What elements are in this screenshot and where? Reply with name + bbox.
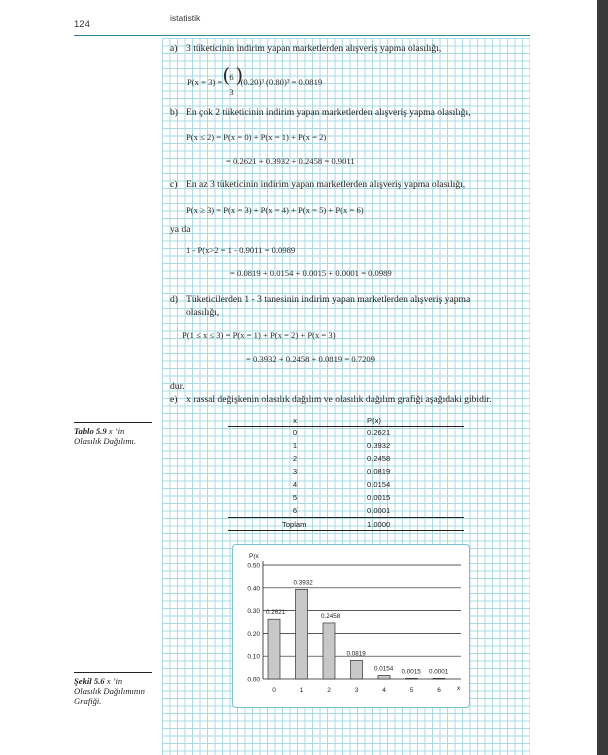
header-rule	[74, 35, 530, 36]
bar-value-label: 0.2621	[266, 609, 286, 617]
table-cell-p: 0.0154	[367, 480, 391, 489]
x-tick-label: 3	[354, 687, 359, 694]
table-cell-x: 5	[292, 493, 298, 502]
page-number: 124	[74, 19, 90, 30]
chart-bar	[351, 660, 363, 679]
table-cell-p: 0.0819	[367, 467, 391, 476]
x-tick-label: 0	[272, 687, 276, 694]
item-d-label: d)	[170, 294, 178, 305]
chart-bar	[433, 678, 445, 679]
table-cell-p: 0.0015	[367, 493, 391, 502]
table-cell-x: 3	[292, 467, 298, 476]
table-caption-number: Tablo 5.9	[74, 426, 107, 436]
y-tick-label: 0.50	[247, 562, 260, 570]
bar-value-label: 0.2458	[321, 612, 341, 620]
item-b-text: En çok 2 tüketicinin indirim yapan marketlerden alışveriş yapma olasılığı,	[186, 107, 471, 118]
table-header-x: x	[293, 416, 297, 425]
x-axis-label: x	[457, 685, 461, 692]
item-c-ya-da: ya da	[170, 224, 191, 235]
item-c-line3: = 0.0819 + 0.0154 + 0.0015 + 0.0001 = 0.0989	[230, 268, 392, 278]
item-c-text: En az 3 tüketicinin indirim yapan marketlerden alışveriş yapma olasılığı,	[186, 179, 466, 190]
table-top-rule	[228, 426, 464, 427]
chart-bar	[323, 623, 335, 679]
bar-value-label: 0.0819	[346, 650, 366, 658]
table-cell-p: 0.3932	[367, 441, 391, 450]
item-b-line2: = 0.2621 + 0.3932 + 0.2458 = 0.9011	[226, 156, 355, 166]
y-tick-label: 0.30	[247, 608, 260, 616]
item-c-line2: 1 - P(x>2 = 1 - 0.9011 = 0.0989	[186, 245, 296, 255]
figure-caption-number: Şekil 5.6	[74, 676, 105, 686]
bar-value-label: 0.0154	[374, 665, 394, 673]
chart-bar	[378, 675, 390, 679]
item-e-text: x rassal değişkenin olasılık dağılım ve olasılık dağılım grafiği aşağıdaki gibidir.	[186, 394, 492, 405]
x-tick-label: 1	[299, 687, 304, 694]
binomial-coefficient: ( 6 3 )	[222, 63, 244, 98]
item-d-dur: dur.	[170, 381, 185, 392]
figure-caption-rule	[74, 672, 152, 673]
table-caption-rule	[74, 422, 152, 423]
item-b-line1: P(x ≤ 2) = P(x = 0) + P(x = 1) + P(x = 2)	[186, 132, 327, 142]
item-a-text: 3 tüketicinin indirim yapan marketlerden alışveriş yapma olasılığı,	[186, 43, 442, 54]
chart-svg	[233, 545, 469, 707]
table-cell-p: 0.0001	[367, 506, 391, 515]
item-d-text1: Tüketicilerden 1 - 3 tanesinin indirim yapan marketlerden alışveriş yapma	[186, 294, 471, 305]
table-cell-x: 0	[292, 428, 298, 437]
table-total-value: 1.0000	[367, 520, 391, 529]
chart-bar	[406, 678, 418, 679]
table-cell-p: 0.2621	[367, 428, 391, 437]
x-tick-label: 4	[382, 687, 386, 694]
probability-chart	[232, 544, 470, 708]
table-cell-x: 4	[292, 480, 298, 489]
y-tick-label: 0.20	[247, 630, 260, 638]
table-cell-x: 1	[292, 441, 298, 450]
item-b-label: b)	[170, 107, 178, 118]
y-tick-label: 0.40	[247, 585, 260, 593]
item-e-label: e)	[170, 394, 178, 405]
chart-bar	[296, 589, 308, 679]
item-d-line2: = 0.3932 + 0.2458 + 0.0819 = 0.7209	[246, 354, 375, 364]
table-bottom-rule	[228, 530, 464, 531]
x-tick-label: 6	[437, 687, 441, 694]
item-a-label: a)	[170, 43, 178, 54]
item-a-formula: P(x = 3) = ( 6 3 ) (0.20)³ (0.80)³ = 0.0819	[187, 63, 323, 98]
running-title: istatistik	[170, 13, 201, 23]
page-edge	[597, 0, 608, 755]
item-c-label: c)	[170, 179, 178, 190]
item-d-text2: olasılığı,	[186, 307, 220, 318]
item-d-line1: P(1 ≤ x ≤ 3) = P(x = 1) + P(x = 2) + P(x = 3)	[182, 330, 336, 340]
table-cell-x: 2	[292, 454, 298, 463]
bar-value-label: 0.0001	[429, 668, 449, 676]
y-axis-label: P(x	[249, 553, 259, 560]
x-tick-label: 5	[409, 687, 414, 694]
figure-caption: Şekil 5.6 x ’in Olasılık Dağılımının Grafiği.	[74, 676, 145, 706]
bar-value-label: 0.0015	[401, 668, 421, 676]
table-caption: Tablo 5.9 x ’in Olasılık Dağılımı.	[74, 426, 137, 446]
table-total-rule	[228, 517, 464, 518]
item-c-line1: P(x ≥ 3) = P(x = 3) + P(x = 4) + P(x = 5) + P(x = 6)	[186, 205, 364, 215]
table-cell-x: 6	[292, 506, 298, 515]
y-tick-label: 0.10	[247, 653, 260, 661]
bar-value-label: 0.3932	[293, 579, 313, 587]
y-tick-label: 0.00	[247, 676, 260, 684]
table-cell-p: 0.2458	[367, 454, 391, 463]
table-header-px: P(x)	[367, 416, 381, 425]
chart-bar	[268, 619, 280, 679]
x-tick-label: 2	[327, 687, 331, 694]
table-total-label: Toplam	[282, 520, 307, 529]
